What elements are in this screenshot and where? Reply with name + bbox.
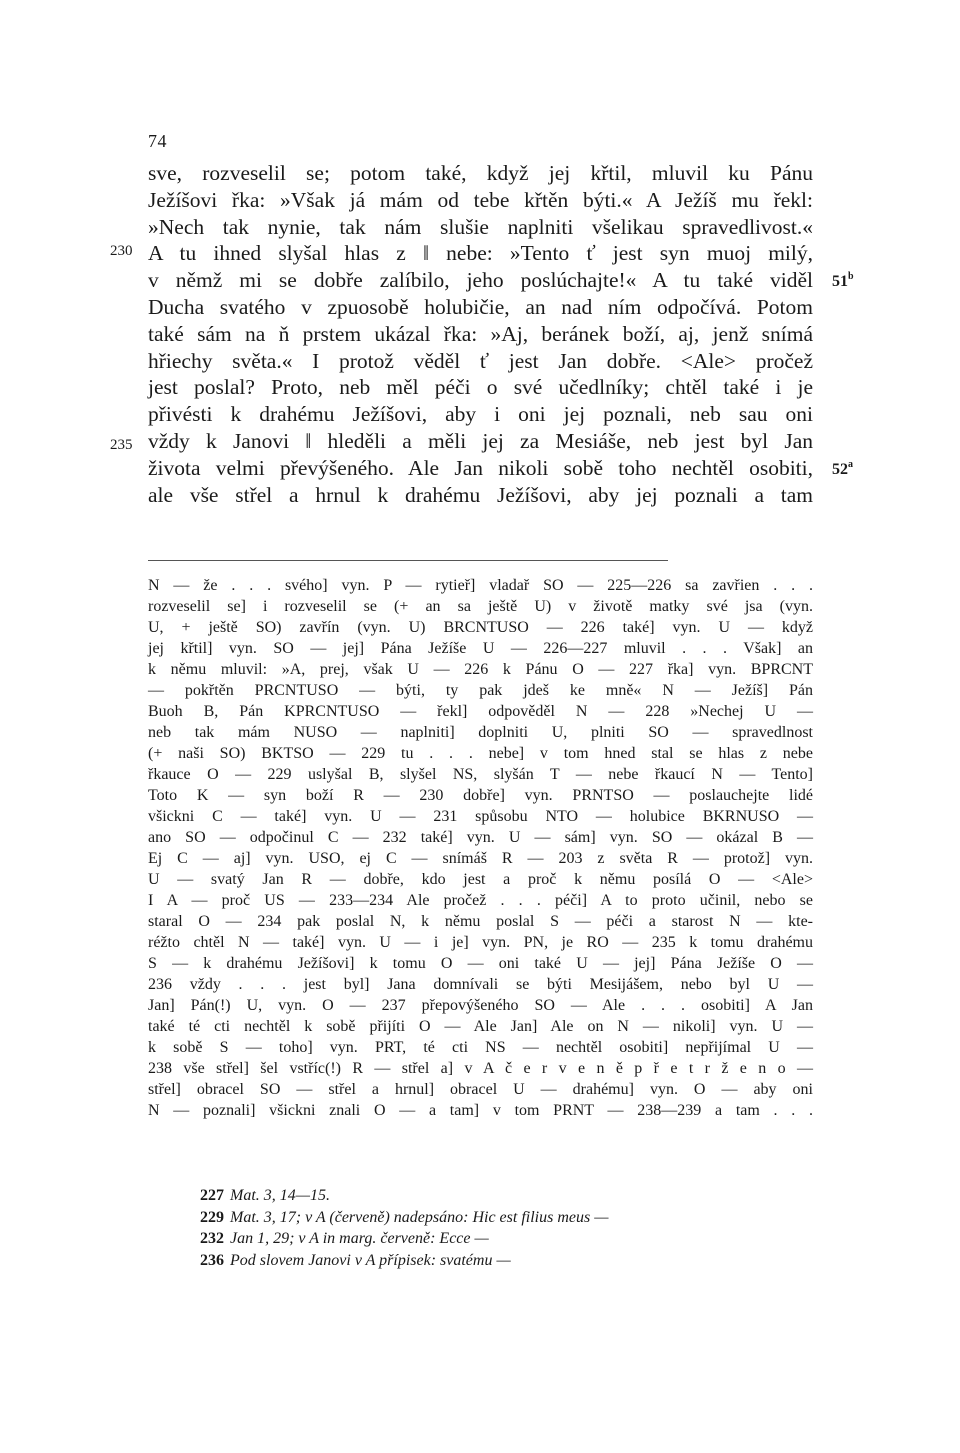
main-line: života velmi převýšeného. Ale Jan nikoli sobě toho nechtěl osobiti,	[148, 455, 813, 480]
apparatus-line: řkauce O — 229 uslyšal B, slyšel NS, slyšán T — nebe řkaucí N — Tento]	[148, 766, 813, 783]
main-line: sve, rozveselil se; potom také, když jej křtil, mluvil ku Pánu	[148, 161, 813, 185]
apparatus-line: U — svatý Jan R — dobře, kdo jest a proč k němu posílá O — <Ale>	[148, 871, 813, 888]
apparatus-line: Buoh B, Pán KPRCNTUSO — řekl] odpověděl N — 228 »Nechej U —	[148, 703, 813, 720]
critical-apparatus	[148, 575, 813, 1121]
main-line: v němž mi se dobře zalíbilo, jeho poslúchajte!« A tu také viděl	[148, 268, 813, 293]
apparatus-line: střel] obracel SO — střel a hrnul] obracel U — drahému] vyn. O — aby oni	[148, 1081, 813, 1098]
apparatus-line: — pokřtěn PRCNTUSO — býti, ty pak jdeš ke mně« N — Ježíš] Pán	[148, 682, 813, 699]
apparatus-line: také té cti nechtěl k sobě přijíti O — Ale Jan] Ale on N — nikoli] vyn. U —	[148, 1018, 813, 1035]
note-text: Jan 1, 29; v A in marg. červeně: Ecce —	[230, 1230, 489, 1247]
apparatus-line: Jan] Pán(!) U, vyn. O — 237 přepovýšeného SO — Ale . . . osobiti] A Jan	[148, 997, 813, 1014]
apparatus-line: N — že . . . svého] vyn. P — rytieř] vladař SO — 225—226 sa zavřien . . .	[148, 577, 813, 594]
commentary-notes	[200, 1185, 608, 1271]
main-line: hřiechy světa.« I protož věděl ť jest Jan dobře. <Ale> pročež	[148, 348, 813, 373]
apparatus-line: všickni C — také] vyn. U — 231 spůsobu NTO — holubice BKRNUSO —	[148, 808, 813, 825]
apparatus-line: Ej C — aj] vyn. USO, ej C — snímáš R — 203 z světa R — protož] vyn.	[148, 850, 813, 867]
main-line: přivésti k drahému Ježíšovi, aby i oni jej poznali, neb sau oni	[148, 402, 813, 427]
main-line: A tu ihned slyšal hlas z ‖ nebe: »Tento ť jest syn muoj milý,	[148, 241, 813, 266]
main-line: ale vše střel a hrnul k drahému Ježíšovi, aby jej poznali a tam	[148, 482, 813, 507]
apparatus-line: rozveselil se] i rozveselil se (+ an sa ještě U) v životě matky své jsa (vyn.	[148, 598, 813, 615]
apparatus-line: ano SO — odpočinul C — 232 také] vyn. U — sám] vyn. SO — okázal B —	[148, 829, 813, 846]
line-number: 230	[110, 243, 133, 259]
apparatus-line: (+ naši SO) BKTSO — 229 tu . . . nebe] v tom hned stal se hlas z nebe	[148, 745, 813, 762]
apparatus-line: S — k drahému Ježíšovi] k tomu O — oni také U — jej] Pána Ježíše O —	[148, 955, 813, 972]
separator-rule	[148, 560, 668, 561]
margin-reference	[832, 460, 853, 478]
note-number: 232	[200, 1230, 224, 1247]
margin-ref-column: a	[848, 459, 853, 470]
apparatus-line: I A — proč US — 233—234 Ale pročež . . . péči] A to proto učinil, nebo se	[148, 892, 813, 909]
note-text: Mat. 3, 14—15.	[230, 1187, 330, 1204]
note-text: Pod slovem Janovi v A přípisek: svatému —	[230, 1251, 511, 1269]
margin-ref-number: 51	[832, 273, 848, 290]
apparatus-line: jej křtil] vyn. SO — jej] Pána Ježíše U — 226—227 mluvil . . . Však] an	[148, 640, 813, 657]
margin-reference	[832, 272, 854, 290]
apparatus-line: N — poznali] všickni znali O — a tam] v tom PRNT — 238—239 a tam . . .	[148, 1102, 813, 1119]
note-line	[200, 1250, 608, 1272]
margin-ref-number: 52	[832, 461, 848, 478]
apparatus-line: Toto K — syn boží R — 230 dobře] vyn. PRNTSO — poslauchejte lidé	[148, 787, 813, 804]
apparatus-line: 236 vždy . . . jest byl] Jana domnívali se býti Mesijášem, nebo byl U —	[148, 976, 813, 993]
main-line: také sám na ň prstem ukázal řka: »Aj, beránek boží, aj, jenž snímá	[148, 321, 813, 346]
main-line: jest poslal? Proto, neb měl péči o své učedlníky; chtěl také i je	[148, 375, 813, 400]
note-line	[200, 1185, 608, 1207]
note-text: Mat. 3, 17; v A (červeně) nadepsáno: Hic est filius meus —	[230, 1208, 609, 1226]
note-line	[200, 1228, 608, 1250]
note-number: 229	[200, 1208, 224, 1226]
line-number: 235	[110, 437, 133, 453]
note-number: 236	[200, 1251, 224, 1269]
apparatus-line: U, + ještě SO) zavřín (vyn. U) BRCNTUSO — 226 také] vyn. U — když	[148, 619, 813, 636]
main-line: Ježíšovi řka: »Však já mám od tebe křtěn býti.« A Ježíš mu řekl:	[148, 187, 813, 212]
apparatus-line: k sobě S — toho] vyn. PRT, té cti NS — nechtěl osobiti] nepřijímal U —	[148, 1039, 813, 1056]
main-line: Ducha svatého v zpuosobě holubičie, an nad ním odpočívá. Potom	[148, 294, 813, 319]
main-text	[148, 160, 813, 508]
margin-ref-column: b	[848, 271, 854, 282]
main-line: »Nech tak nynie, tak nám slušie naplniti všelikau spravedlivost.«	[148, 214, 813, 239]
note-line	[200, 1207, 608, 1229]
apparatus-line: staral O — 234 pak poslal N, k němu poslal S — péči a starost N — kte-	[148, 913, 813, 930]
note-number: 227	[200, 1187, 224, 1204]
apparatus-line: 238 vše střel] šel vstříc(!) R — střel a] v A č e r v e n ě p ř e t r ž e n o —	[148, 1060, 813, 1077]
main-line: vždy k Janovi ‖ hleděli a měli jej za Mesiáše, neb jest byl Jan	[148, 428, 813, 453]
apparatus-line: k němu mluvil: »A, prej, však U — 226 k Pánu O — 227 řka] vyn. BPRCNT	[148, 661, 813, 678]
apparatus-line: neb tak mám NUSO — naplniti] doplniti U, plniti SO — spravedlnost	[148, 724, 813, 741]
apparatus-line: réžto chtěl N — také] vyn. U — i je] vyn. PN, je RO — 235 k tomu drahému	[148, 934, 813, 951]
page-number: 74	[148, 131, 167, 151]
